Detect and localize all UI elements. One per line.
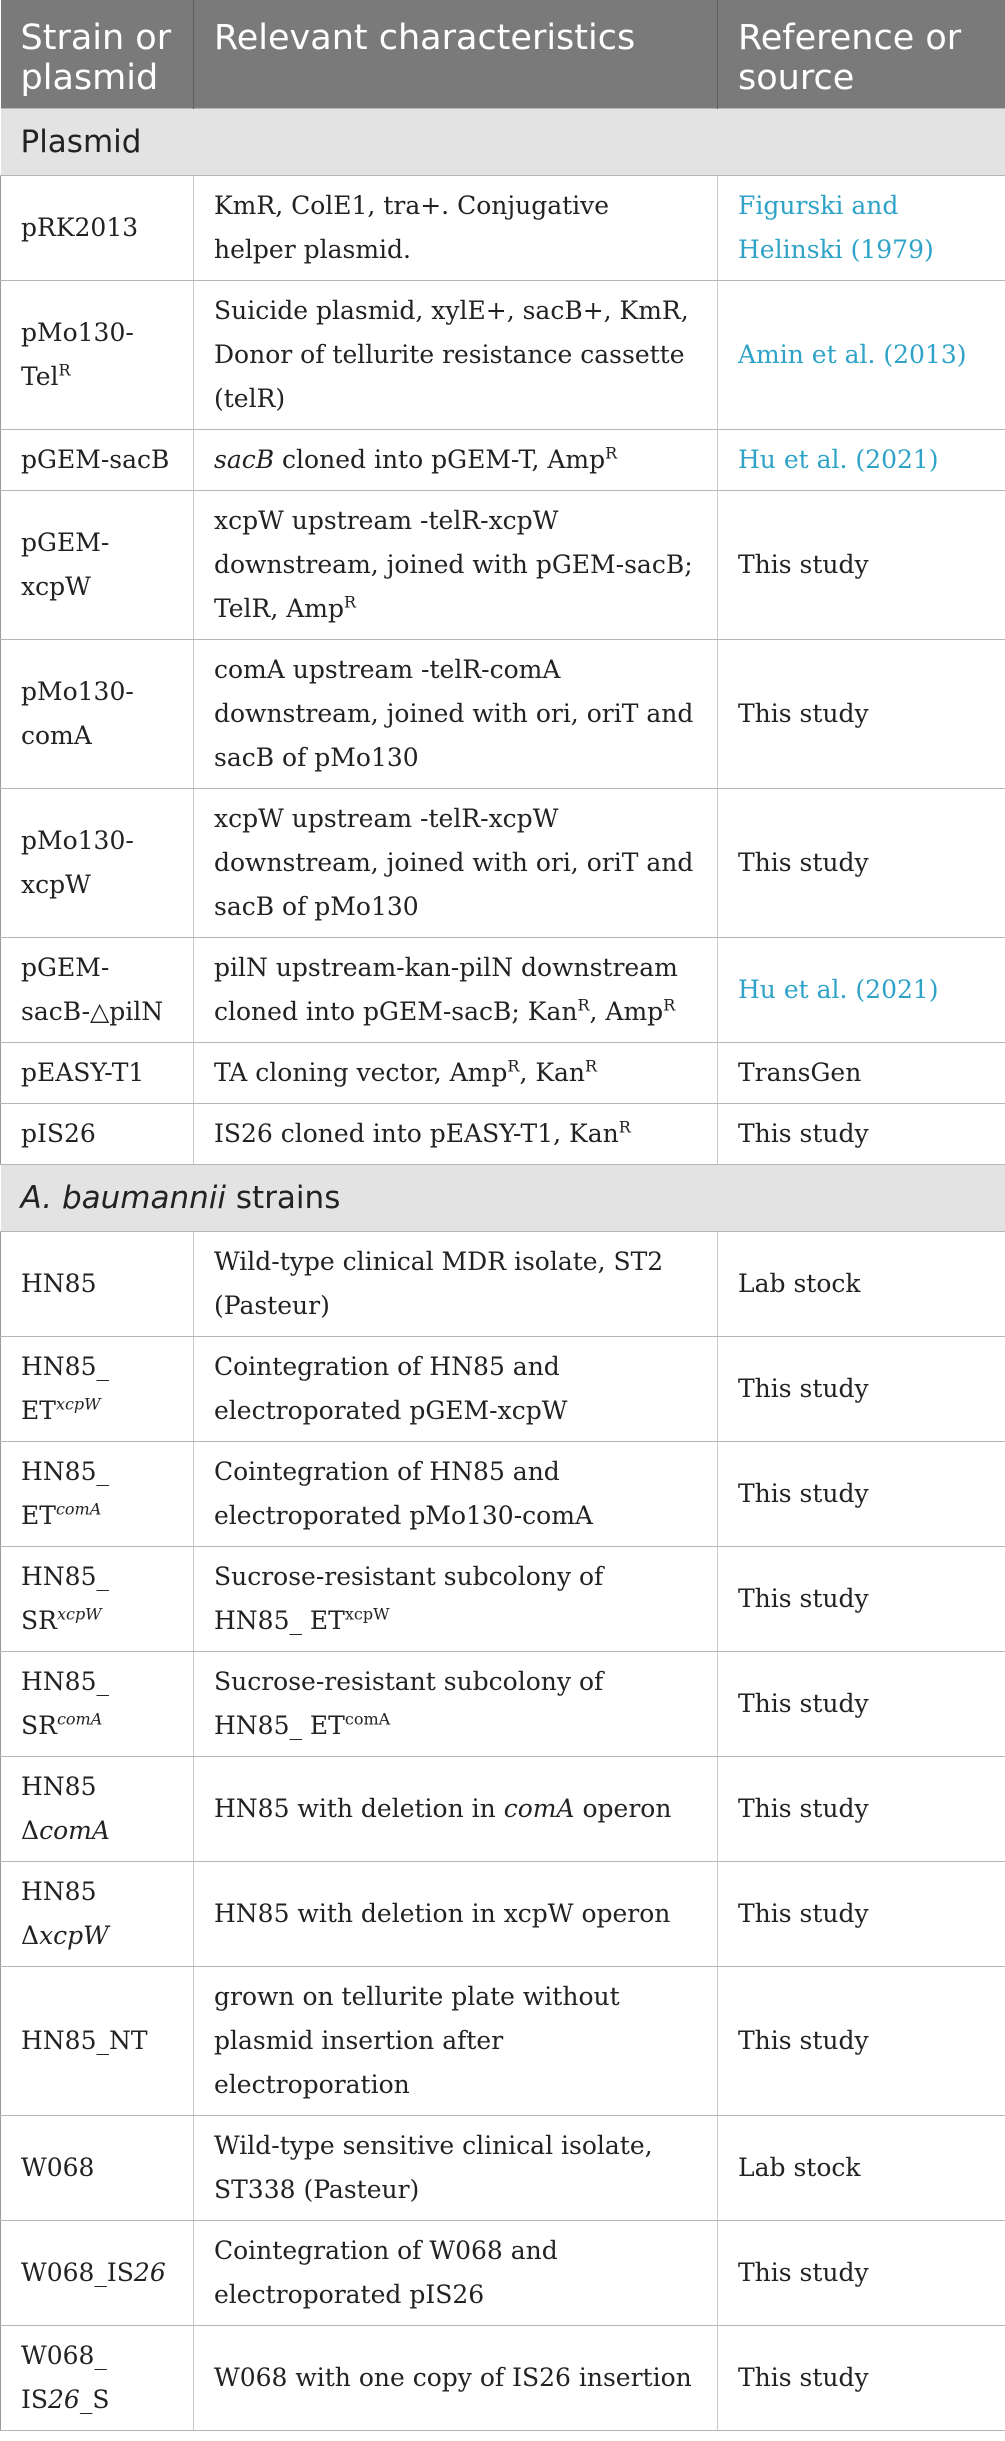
table-row [1, 1104, 1005, 1165]
table-row [1, 176, 1005, 281]
cell-characteristics: xcpW upstream -telR-xcpW downstream, joined with pGEM-sacB; TelR, Amp$^R$ [194, 491, 718, 640]
cell-reference: This study [718, 640, 1005, 789]
cell-strain: pMo130-comA [1, 640, 194, 789]
cell-strain: W068 [1, 2116, 194, 2221]
cell-characteristics: Sucrose-resistant subcolony of HN85_ $ET^{xcpW}$ [194, 1547, 718, 1652]
cell-characteristics: TA cloning vector, Amp$^R$, Kan$^R$ [194, 1043, 718, 1104]
table-header-row [1, 0, 1005, 109]
cell-strain: pRK2013 [1, 176, 194, 281]
cell-strain: HN85 [1, 1232, 194, 1337]
cell-characteristics: comA upstream -telR-comA downstream, joined with ori, oriT and sacB of pMo130 [194, 640, 718, 789]
cell-characteristics: Cointegration of HN85 and electroporated pGEM-xcpW [194, 1337, 718, 1442]
cell-strain: HN85_ $SR^{comA}$ [1, 1652, 194, 1757]
cell-characteristics: HN85 with deletion in xcpW operon [194, 1862, 718, 1967]
cell-reference: This study [718, 2221, 1005, 2326]
table-row [1, 491, 1005, 640]
header-reference-or-source: Reference or source [718, 0, 1005, 109]
cell-characteristics: KmR, ColE1, tra+. Conjugative helper plasmid. [194, 176, 718, 281]
cell-reference [718, 938, 1005, 1043]
table-row [1, 2221, 1005, 2326]
cell-characteristics: grown on tellurite plate without plasmid insertion after electroporation [194, 1967, 718, 2116]
cell-reference [718, 176, 1005, 281]
cell-characteristics: Wild-type clinical MDR isolate, ST2 (Pasteur) [194, 1232, 718, 1337]
cell-strain: HN85 ΔcomA [1, 1757, 194, 1862]
cell-reference: This study [718, 1967, 1005, 2116]
cell-reference: TransGen [718, 1043, 1005, 1104]
cell-strain: pGEM-sacB [1, 430, 194, 491]
table-row [1, 640, 1005, 789]
cell-reference: This study [718, 1757, 1005, 1862]
section-title-strains: A. baumannii strains [1, 1165, 1005, 1232]
cell-characteristics: xcpW upstream -telR-xcpW downstream, joined with ori, oriT and sacB of pMo130 [194, 789, 718, 938]
cell-reference: This study [718, 1337, 1005, 1442]
cell-reference: This study [718, 1547, 1005, 1652]
cell-reference: Lab stock [718, 1232, 1005, 1337]
cell-strain: pMo130-Tel$^R$ [1, 281, 194, 430]
table-row [1, 2326, 1005, 2431]
cell-strain: HN85 ΔxcpW [1, 1862, 194, 1967]
reference-link[interactable]: Amin et al. (2013) [738, 340, 967, 369]
cell-reference: This study [718, 1104, 1005, 1165]
table-row [1, 2116, 1005, 2221]
cell-characteristics: Cointegration of W068 and electroporated pIS26 [194, 2221, 718, 2326]
cell-characteristics: Cointegration of HN85 and electroporated pMo130-comA [194, 1442, 718, 1547]
cell-reference: This study [718, 1862, 1005, 1967]
cell-strain: HN85_ $ET^{xcpW}$ [1, 1337, 194, 1442]
table-row [1, 1232, 1005, 1337]
cell-strain: W068_ IS26_S [1, 2326, 194, 2431]
cell-strain: HN85_ $SR^{xcpW}$ [1, 1547, 194, 1652]
reference-link[interactable]: Hu et al. (2021) [738, 445, 939, 474]
table-row [1, 1442, 1005, 1547]
cell-reference: This study [718, 1652, 1005, 1757]
table-row [1, 1337, 1005, 1442]
cell-reference: Lab stock [718, 2116, 1005, 2221]
cell-strain: HN85_NT [1, 1967, 194, 2116]
section-title-plasmid: Plasmid [1, 109, 1005, 176]
cell-strain: W068_IS26 [1, 2221, 194, 2326]
header-strain-or-plasmid: Strain or plasmid [1, 0, 194, 109]
table-row [1, 1967, 1005, 2116]
table-row [1, 1862, 1005, 1967]
table-row [1, 1547, 1005, 1652]
table-row [1, 430, 1005, 491]
cell-characteristics: sacB cloned into pGEM-T, Amp$^R$ [194, 430, 718, 491]
table-row [1, 938, 1005, 1043]
section-row-strains [1, 1165, 1005, 1232]
cell-characteristics: Suicide plasmid, xylE+, sacB+, KmR, Donor of tellurite resistance cassette (telR) [194, 281, 718, 430]
cell-strain: pIS26 [1, 1104, 194, 1165]
cell-characteristics: HN85 with deletion in comA operon [194, 1757, 718, 1862]
cell-reference: This study [718, 491, 1005, 640]
cell-strain: pEASY-T1 [1, 1043, 194, 1104]
cell-reference [718, 430, 1005, 491]
cell-reference: This study [718, 789, 1005, 938]
table-row [1, 1757, 1005, 1862]
cell-characteristics: Sucrose-resistant subcolony of HN85_ $ET^{comA}$ [194, 1652, 718, 1757]
cell-characteristics: Wild-type sensitive clinical isolate, ST338 (Pasteur) [194, 2116, 718, 2221]
cell-strain: pGEM-xcpW [1, 491, 194, 640]
section-row-plasmid [1, 109, 1005, 176]
cell-reference [718, 281, 1005, 430]
cell-strain: HN85_ $ET^{comA}$ [1, 1442, 194, 1547]
table-row [1, 1652, 1005, 1757]
cell-reference: This study [718, 1442, 1005, 1547]
reference-link[interactable]: Hu et al. (2021) [738, 975, 939, 1004]
cell-characteristics: IS26 cloned into pEASY-T1, Kan$^R$ [194, 1104, 718, 1165]
table-row [1, 789, 1005, 938]
table-row [1, 1043, 1005, 1104]
cell-strain: pGEM-sacB-△pilN [1, 938, 194, 1043]
table-row [1, 281, 1005, 430]
header-relevant-characteristics: Relevant characteristics [194, 0, 718, 109]
cell-characteristics: pilN upstream-kan-pilN downstream cloned into pGEM-sacB; Kan$^R$, Amp$^R$ [194, 938, 718, 1043]
reference-link[interactable]: Figurski and Helinski (1979) [738, 191, 934, 264]
cell-strain: pMo130-xcpW [1, 789, 194, 938]
cell-characteristics: W068 with one copy of IS26 insertion [194, 2326, 718, 2431]
cell-reference: This study [718, 2326, 1005, 2431]
